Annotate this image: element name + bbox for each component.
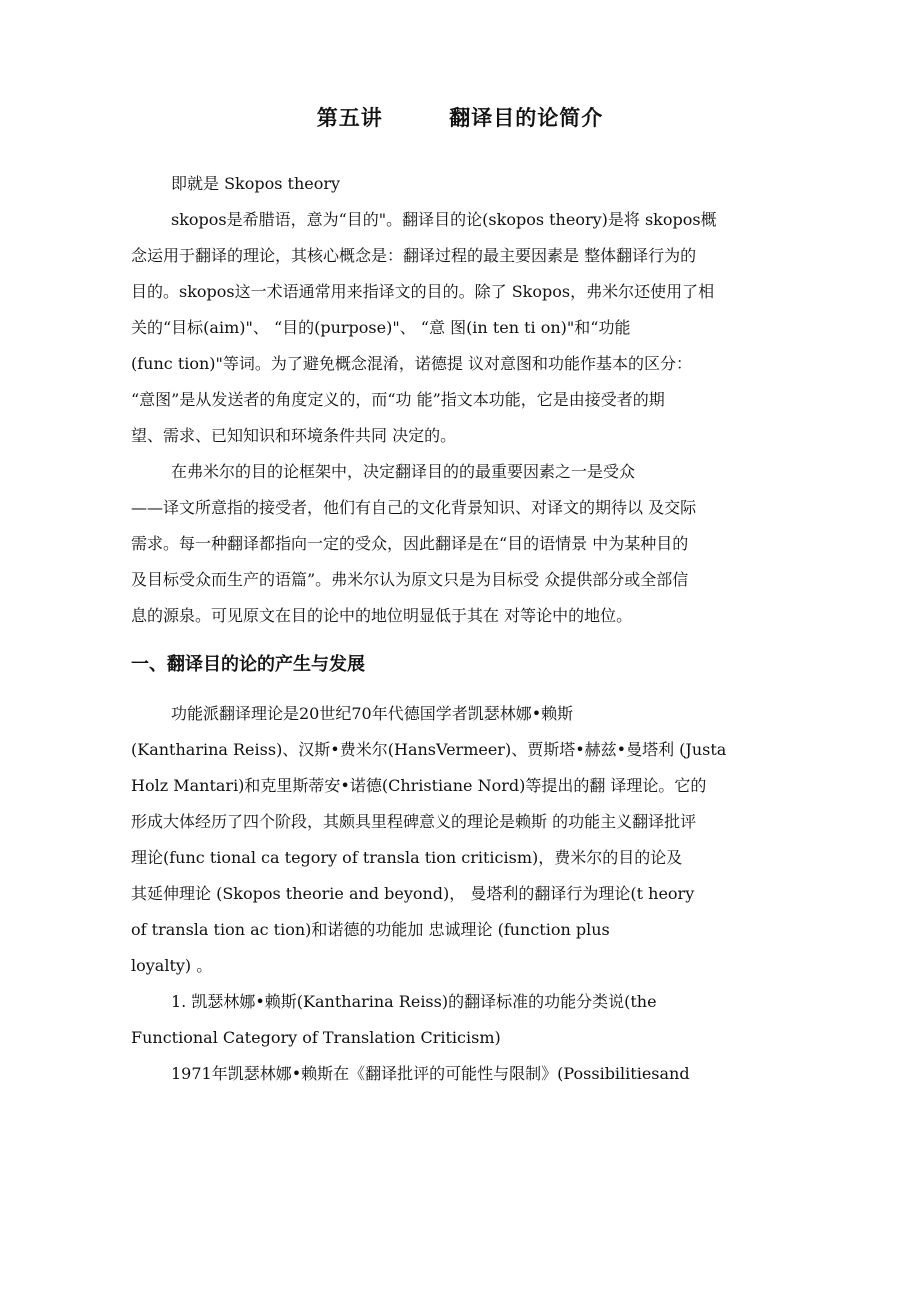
paragraph-line: 在弗米尔的目的论框架中，决定翻译目的的最重要因素之一是受众 [171,462,636,481]
paragraph-line: 理论(func tional ca tegory of transla tion criticism)，费米尔的目的论及 [131,848,683,867]
paragraph-line: 1971年凯瑟林娜•赖斯在《翻译批评的可能性与限制》(Possibilitiesand [171,1064,690,1083]
paragraph-line: 关的“目标(aim)"、 “目的(purpose)"、 “意 图(in ten ti on)"和“功能 [131,318,631,337]
paragraph-line: 目的。skopos这一术语通常用来指译文的目的。除了 Skopos，弗米尔还使用了相 [131,282,715,301]
numbered-item-line: 1. 凯瑟林娜•赖斯(Kantharina Reiss)的翻译标准的功能分类说(the [171,992,657,1011]
paragraph-line: 形成大体经历了四个阶段，其颇具里程碑意义的理论是赖斯 的功能主义翻译批评 [131,812,697,831]
paragraph-line: (func tion)"等词。为了避免概念混淆，诺德提 议对意图和功能作基本的区分： [131,354,692,373]
section-heading: 一、翻译目的论的产生与发展 [131,654,365,675]
paragraph-line: Holz Mantari)和克里斯蒂安•诺德(Christiane Nord)等提出的翻 译理论。它的 [131,776,707,795]
paragraph-line: skopos是希腊语，意为“目的"。翻译目的论(skopos theory)是将 skopos概 [171,210,717,229]
paragraph-line: of transla tion ac tion)和诺德的功能加 忠诚理论 (function plus [131,920,610,939]
paragraph-line: ——译文所意指的接受者，他们有自己的文化背景知识、对译文的期待以 及交际 [131,498,697,517]
page-title: 第五讲 翻译目的论简介 [316,106,604,130]
paragraph-line: 功能派翻译理论是20世纪70年代德国学者凯瑟林娜•赖斯 [171,704,574,723]
paragraph-line: “意图”是从发送者的角度定义的，而“功 能”指文本功能，它是由接受者的期 [131,390,665,409]
paragraph-line: 需求。每一种翻译都指向一定的受众，因此翻译是在“目的语情景 中为某种目的 [131,534,689,553]
paragraph-line: loyalty) 。 [131,956,213,975]
paragraph-line: 息的源泉。可见原文在目的论中的地位明显低于其在 对等论中的地位。 [131,606,633,625]
paragraph-line: 即就是 Skopos theory [171,174,341,193]
paragraph-line: 其延伸理论 (Skopos theorie and beyond)， 曼塔利的翻译行为理论(t heory [131,884,695,903]
paragraph-line: (Kantharina Reiss)、汉斯•费米尔(HansVermeer)、贾斯塔•赫兹•曼塔利 (Justa [131,740,727,759]
paragraph-line: Functional Category of Translation Criticism) [131,1028,501,1047]
paragraph-line: 念运用于翻译的理论，其核心概念是：翻译过程的最主要因素是 整体翻译行为的 [131,246,697,265]
paragraph-line: 及目标受众而生产的语篇”。弗米尔认为原文只是为目标受 众提供部分或全部信 [131,570,689,589]
paragraph-line: 望、需求、已知知识和环境条件共同 决定的。 [131,426,457,445]
